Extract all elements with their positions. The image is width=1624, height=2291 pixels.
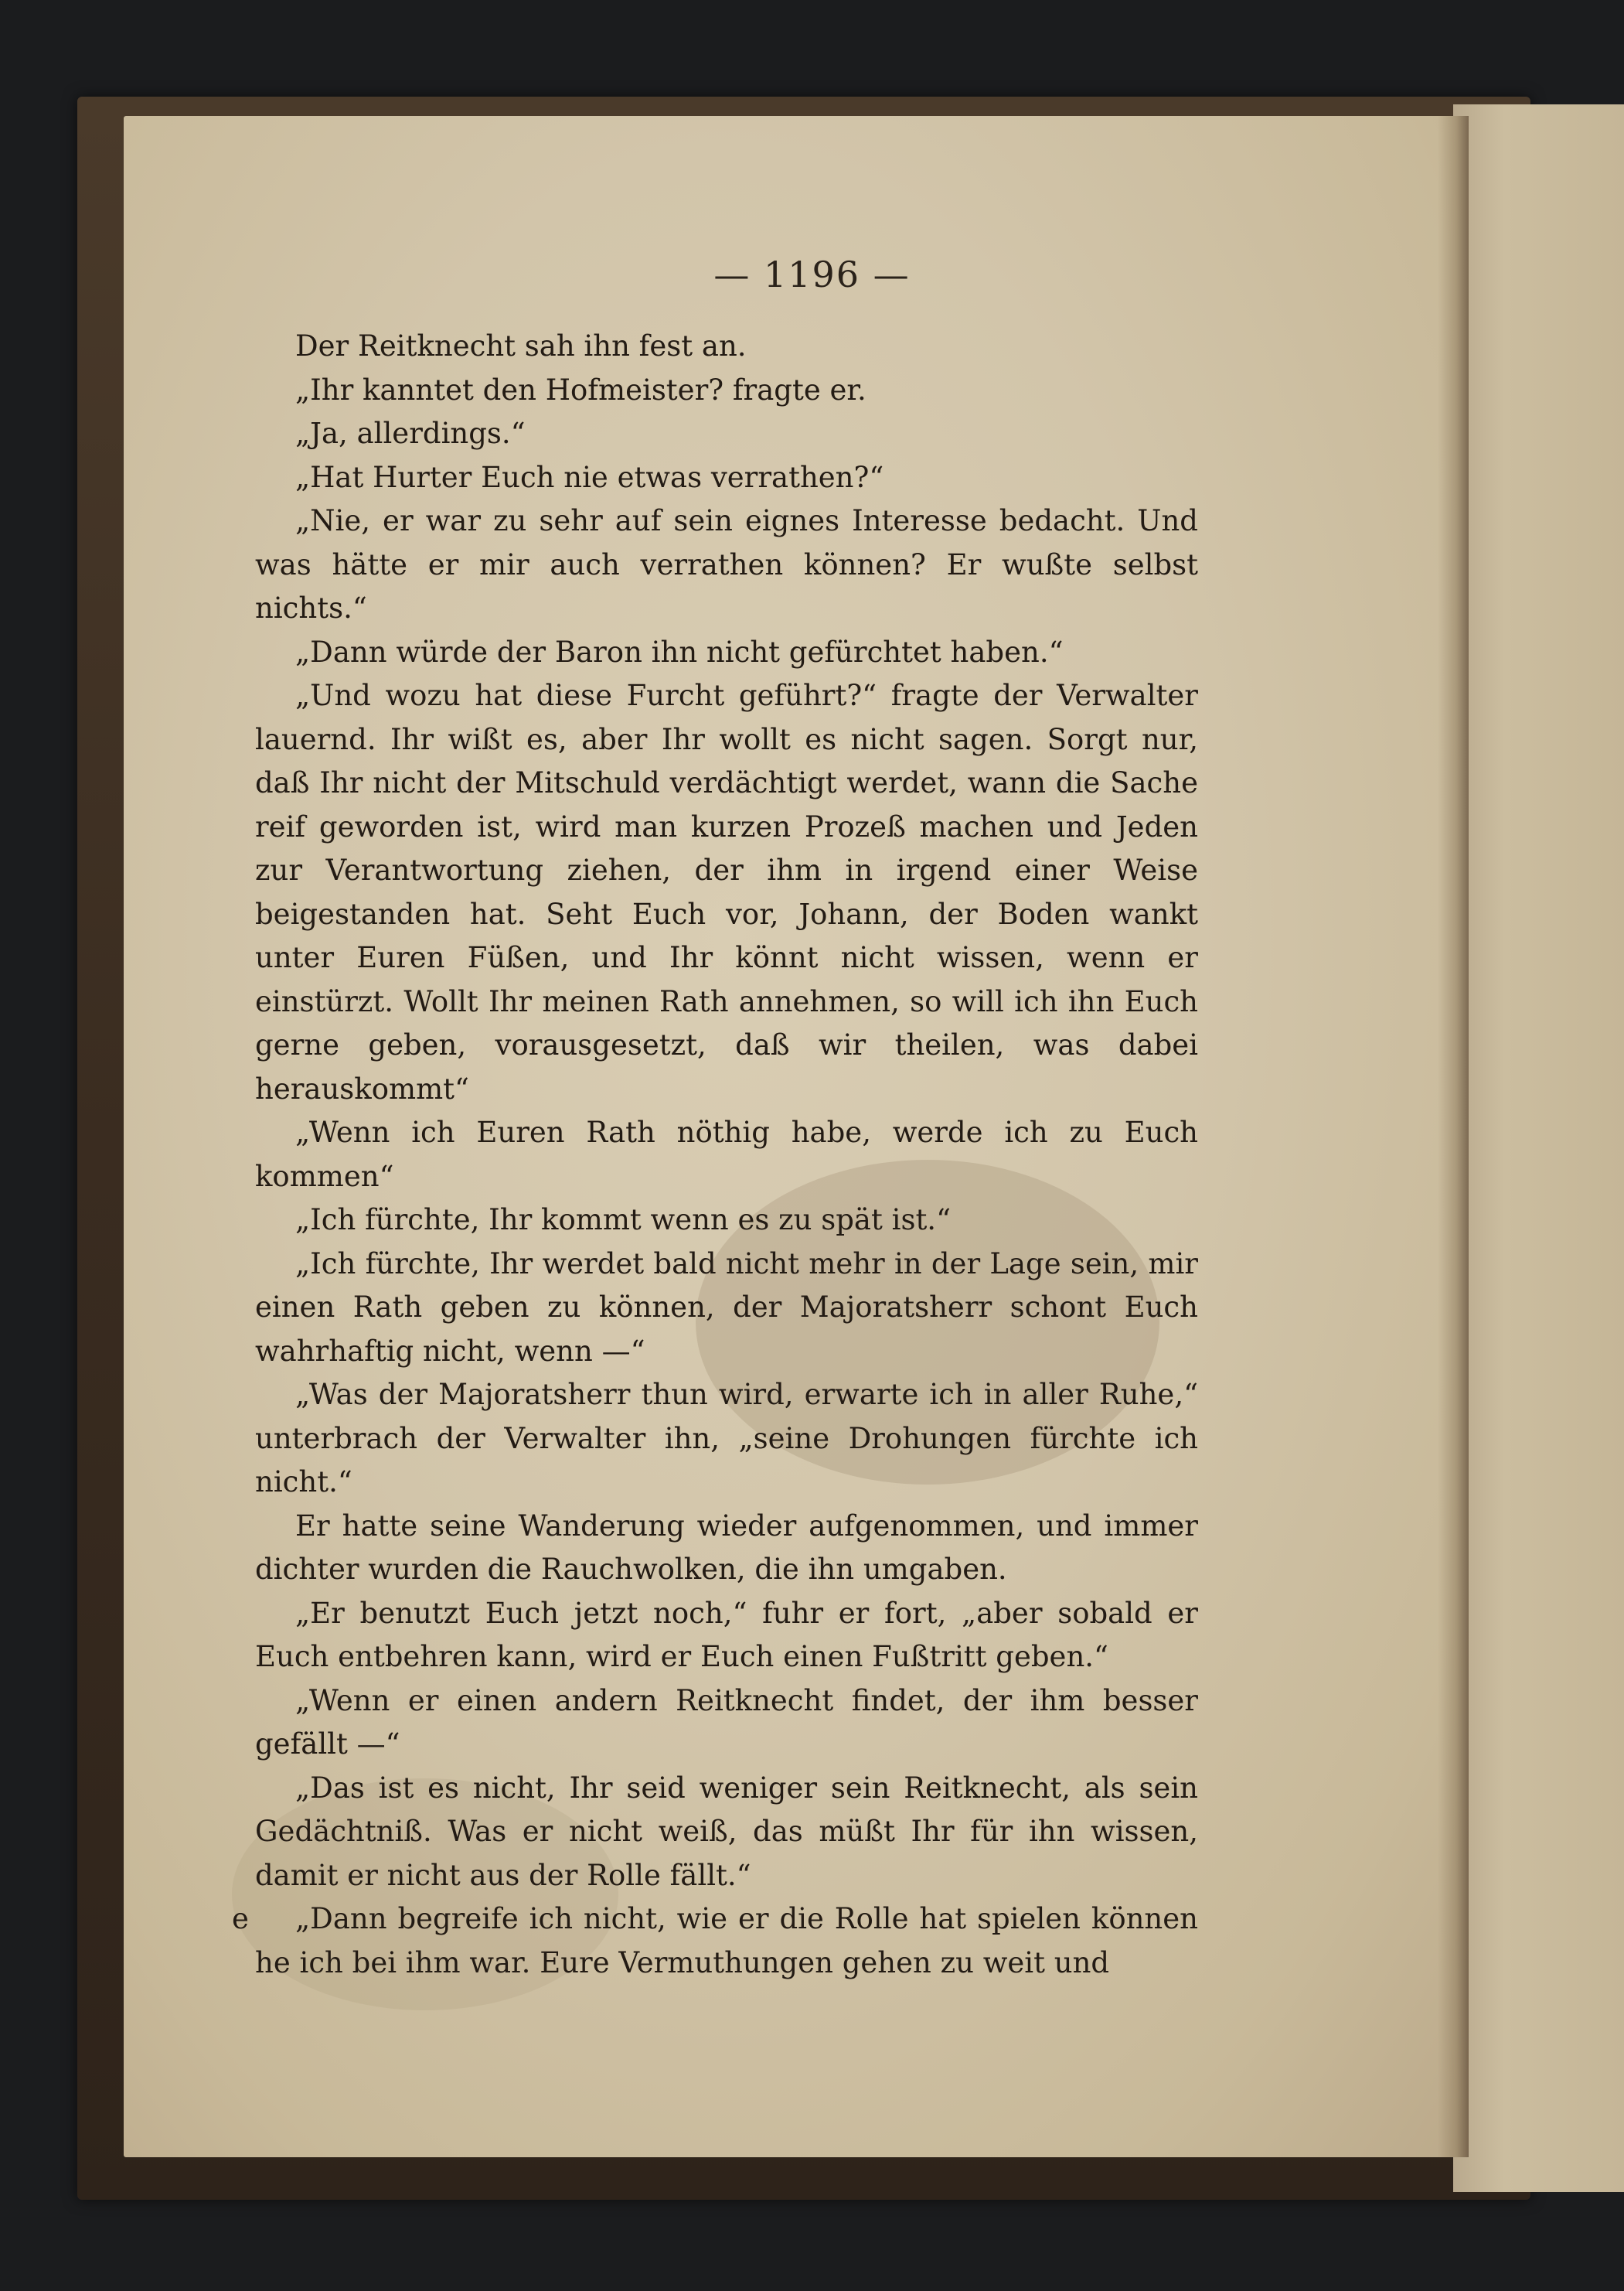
paragraph: „Er benutzt Euch jetzt noch,“ fuhr er fort, „aber sobald er Euch entbehren kann, wird er Euch einen Fußtritt geben.“ xyxy=(255,1596,1198,1673)
paragraph: „Hat Hurter Euch nie etwas verrathen?“ xyxy=(295,460,884,494)
paragraph: „Ich fürchte, Ihr kommt wenn es zu spät ist.“ xyxy=(295,1203,951,1236)
paragraph: „Und wozu hat diese Furcht geführt?“ fragte der Verwalter lauernd. Ihr wißt es, aber Ihr wollt es nicht sagen. Sorgt nur, daß Ihr nicht der Mitschuld verdächtigt werdet, wann die Sache reif geworden ist, wird man kurzen Prozeß machen und Jeden zur Verantwortung ziehen, der ihm in irgend einer Weise beigestanden hat. Seht Euch vor, Johann, der Boden wankt unter Euren Füßen, und Ihr könnt nicht wissen, wenn er einstürzt. Wollt Ihr meinen Rath annehmen, so will ich ihn Euch gerne geben, vorausgesetzt, daß wir theilen, was dabei herauskommt“ xyxy=(255,679,1198,1106)
paragraph: „Nie, er war zu sehr auf sein eignes Interesse bedacht. Und was hätte er mir auch verrathen können? Er wußte selbst nichts.“ xyxy=(255,504,1198,625)
paragraph: Er hatte seine Wanderung wieder aufgenommen, und immer dichter wurden die Rauchwolken, die ihn umgaben. xyxy=(255,1509,1198,1586)
paragraph: „Wenn ich Euren Rath nöthig habe, werde ich zu Euch kommen“ xyxy=(255,1116,1198,1193)
facing-page-edge xyxy=(1453,104,1624,2192)
page-number: — 1196 — xyxy=(713,254,911,295)
body-text xyxy=(232,325,1198,1985)
paragraph: „Dann würde der Baron ihn nicht gefürchtet haben.“ xyxy=(295,635,1064,669)
page-gutter-shadow xyxy=(1438,116,1469,2157)
paragraph: „Was der Majoratsherr thun wird, erwarte ich in aller Ruhe,“ unterbrach der Verwalter ihn, „seine Drohungen fürchte ich nicht.“ xyxy=(255,1378,1198,1498)
paragraph: „Ihr kanntet den Hofmeister? fragte er. xyxy=(295,373,866,407)
paragraph: „Ich fürchte, Ihr werdet bald nicht mehr in der Lage sein, mir einen Rath geben zu können, der Majoratsherr schont Euch wahrhaftig nicht, wenn —“ xyxy=(255,1246,1198,1368)
paragraph: „Wenn er einen andern Reitknecht findet, der ihm besser gefällt —“ xyxy=(255,1683,1198,1761)
paragraph: „Das ist es nicht, Ihr seid weniger sein Reitknecht, als sein Gedächtniß. Was er nicht weiß, das müßt Ihr für ihn wissen, damit er nicht aus der Rolle fällt.“ xyxy=(255,1771,1198,1892)
paragraph: „Ja, allerdings.“ xyxy=(295,417,526,450)
margin-mark: e xyxy=(232,1902,249,1935)
paragraph-text: „Dann begreife ich nicht, wie er die Rolle hat spielen können he ich bei ihm war. Eure Vermuthungen gehen zu weit und xyxy=(255,1902,1198,1979)
paragraph xyxy=(232,1897,1198,1985)
paragraph: Der Reitknecht sah ihn fest an. xyxy=(295,329,747,363)
